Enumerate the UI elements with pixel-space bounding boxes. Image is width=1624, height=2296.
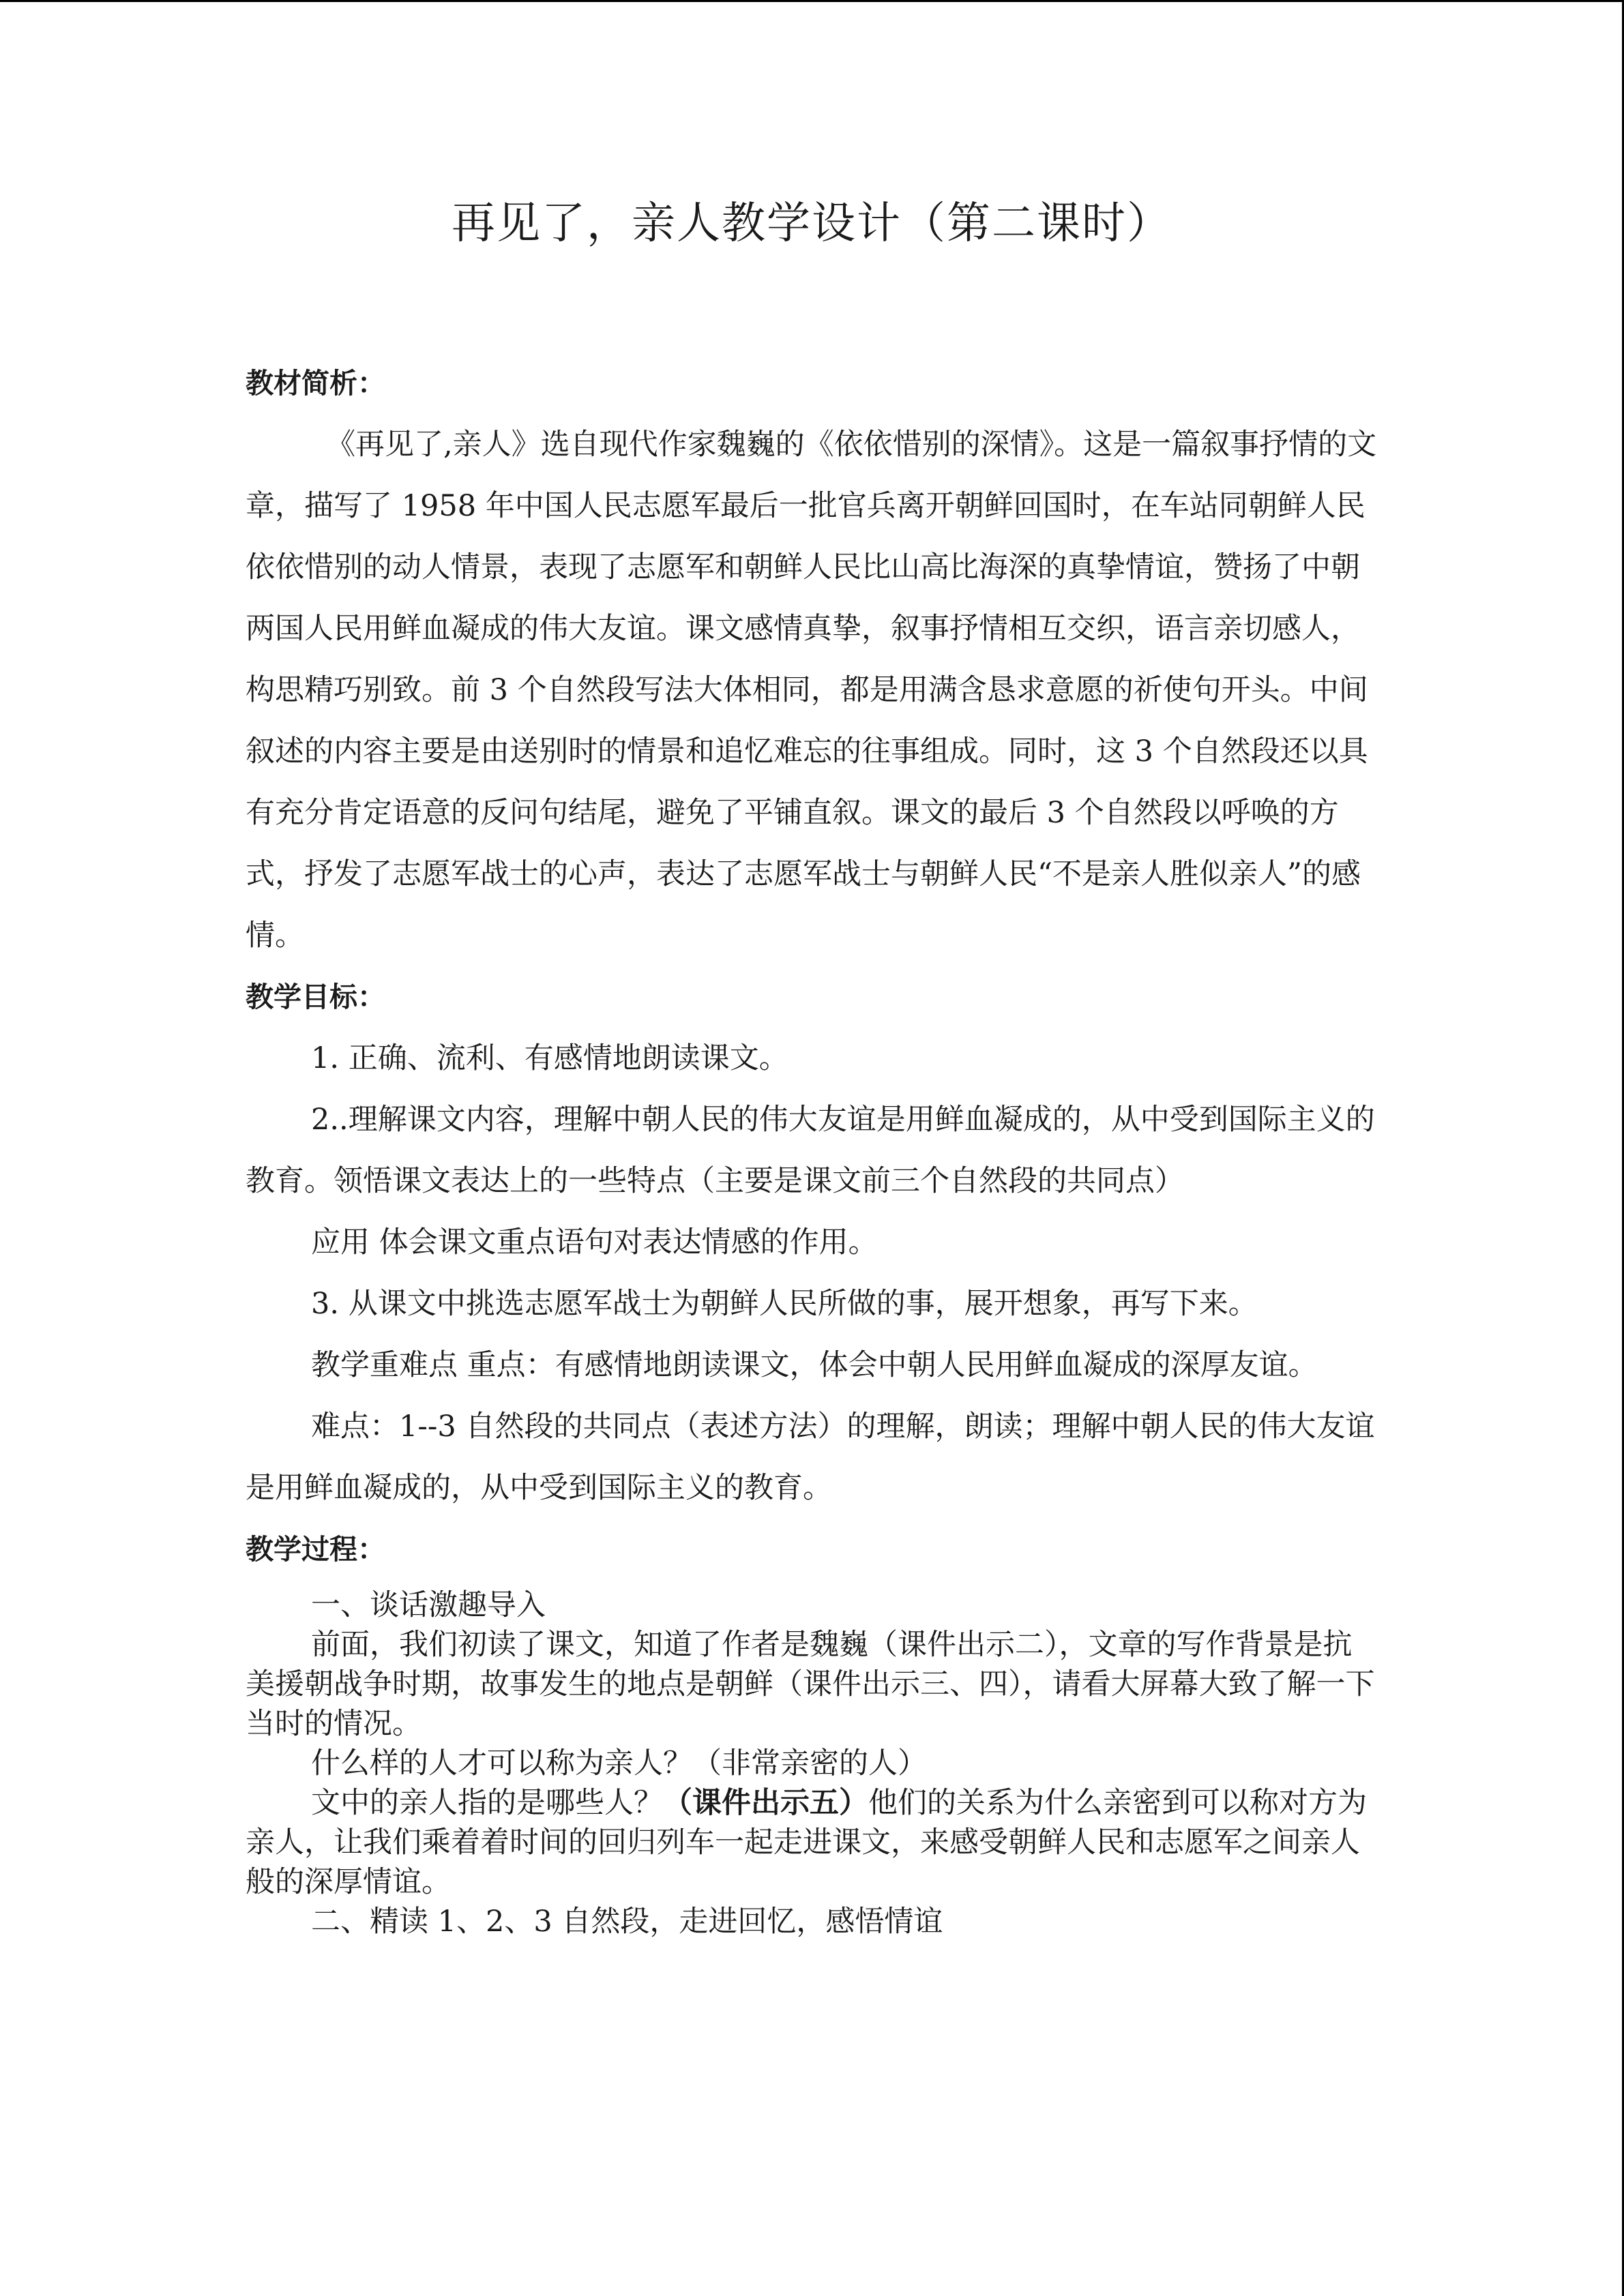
step1-paragraph-3-before: 文中的亲人指的是哪些人？ [311,1785,663,1820]
step1-paragraph-1: 前面，我们初读了课文，知道了作者是魏巍（课件出示二），文章的写作背景是抗美援朝战争时期，故事发生的地点是朝鲜（课件出示三、四），请看大屏幕大致了解一下当时的情况。 [246,1627,1375,1741]
materials-paragraph: 《再见了,亲人》选自现代作家魏巍的《依依惜别的深情》。这是一篇叙事抒情的文章，描写了 1958 年中国人民志愿军最后一批官兵离开朝鲜回国时，在车站同朝鲜人民依依惜别的动人情景，表现了志愿军和朝鲜人民比山高比海深的真挚情谊，赞扬了中朝两国人民用鲜血凝成的伟大友谊。课文感情真挚，叙事抒情相互交织，语言亲切感人，构思精巧别致。前 3 个自然段写法大体相同，都是用满含恳求意愿的祈使句开头。中间叙述的内容主要是由送别时的情景和追忆难忘的往事组成。同时，这 3 个自然段还以具有充分肯定语意的反问句结尾，避免了平铺直叙。课文的最后 3 个自然段以呼唤的方式，抒发了志愿军战士的心声，表达了志愿军战士与朝鲜人民“不是亲人胜似亲人”的感情。 [246,427,1377,953]
step2-title: 二、精读 1、2、3 自然段，走进回忆，感悟情谊 [311,1904,943,1939]
page-border-top [0,0,1624,2]
goal-item-1: 1. 正确、流利、有感情地朗读课文。 [311,1041,788,1075]
document-title: 再见了，亲人教学设计（第二课时） [452,198,1172,249]
goal-item-apply: 应用 体会课文重点语句对表达情感的作用。 [311,1225,878,1259]
difficulties: 难点：1--3 自然段的共同点（表述方法）的理解，朗读；理解中朝人民的伟大友谊是用鲜血凝成的，从中受到国际主义的教育。 [246,1409,1375,1505]
goal-item-3: 3. 从课文中挑选志愿军战士为朝鲜人民所做的事，展开想象，再写下来。 [311,1286,1258,1321]
step1-paragraph-3 [246,1783,1378,1902]
step1-paragraph-3-after: 他们的关系为什么亲密到可以称对方为亲人，让我们乘着着时间的回归列车一起走进课文，来感受朝鲜人民和志愿军之间亲人般的深厚情谊。 [246,1785,1367,1899]
goal-item-2: 2..理解课文内容，理解中朝人民的伟大友谊是用鲜血凝成的，从中受到国际主义的教育。领悟课文表达上的一些特点（主要是课文前三个自然段的共同点） [246,1102,1375,1198]
document-page [246,198,1378,1941]
process-heading: 教学过程： [246,1532,385,1566]
step1-title: 一、谈话激趣导入 [311,1587,546,1622]
courseware-callout: （课件出示五） [663,1785,868,1820]
step1-paragraph-2: 什么样的人才可以称为亲人？（非常亲密的人） [311,1746,927,1780]
materials-heading: 教材简析： [246,366,385,400]
key-points: 教学重难点 重点：有感情地朗读课文，体会中朝人民用鲜血凝成的深厚友谊。 [311,1347,1318,1382]
goals-heading: 教学目标： [246,980,385,1013]
